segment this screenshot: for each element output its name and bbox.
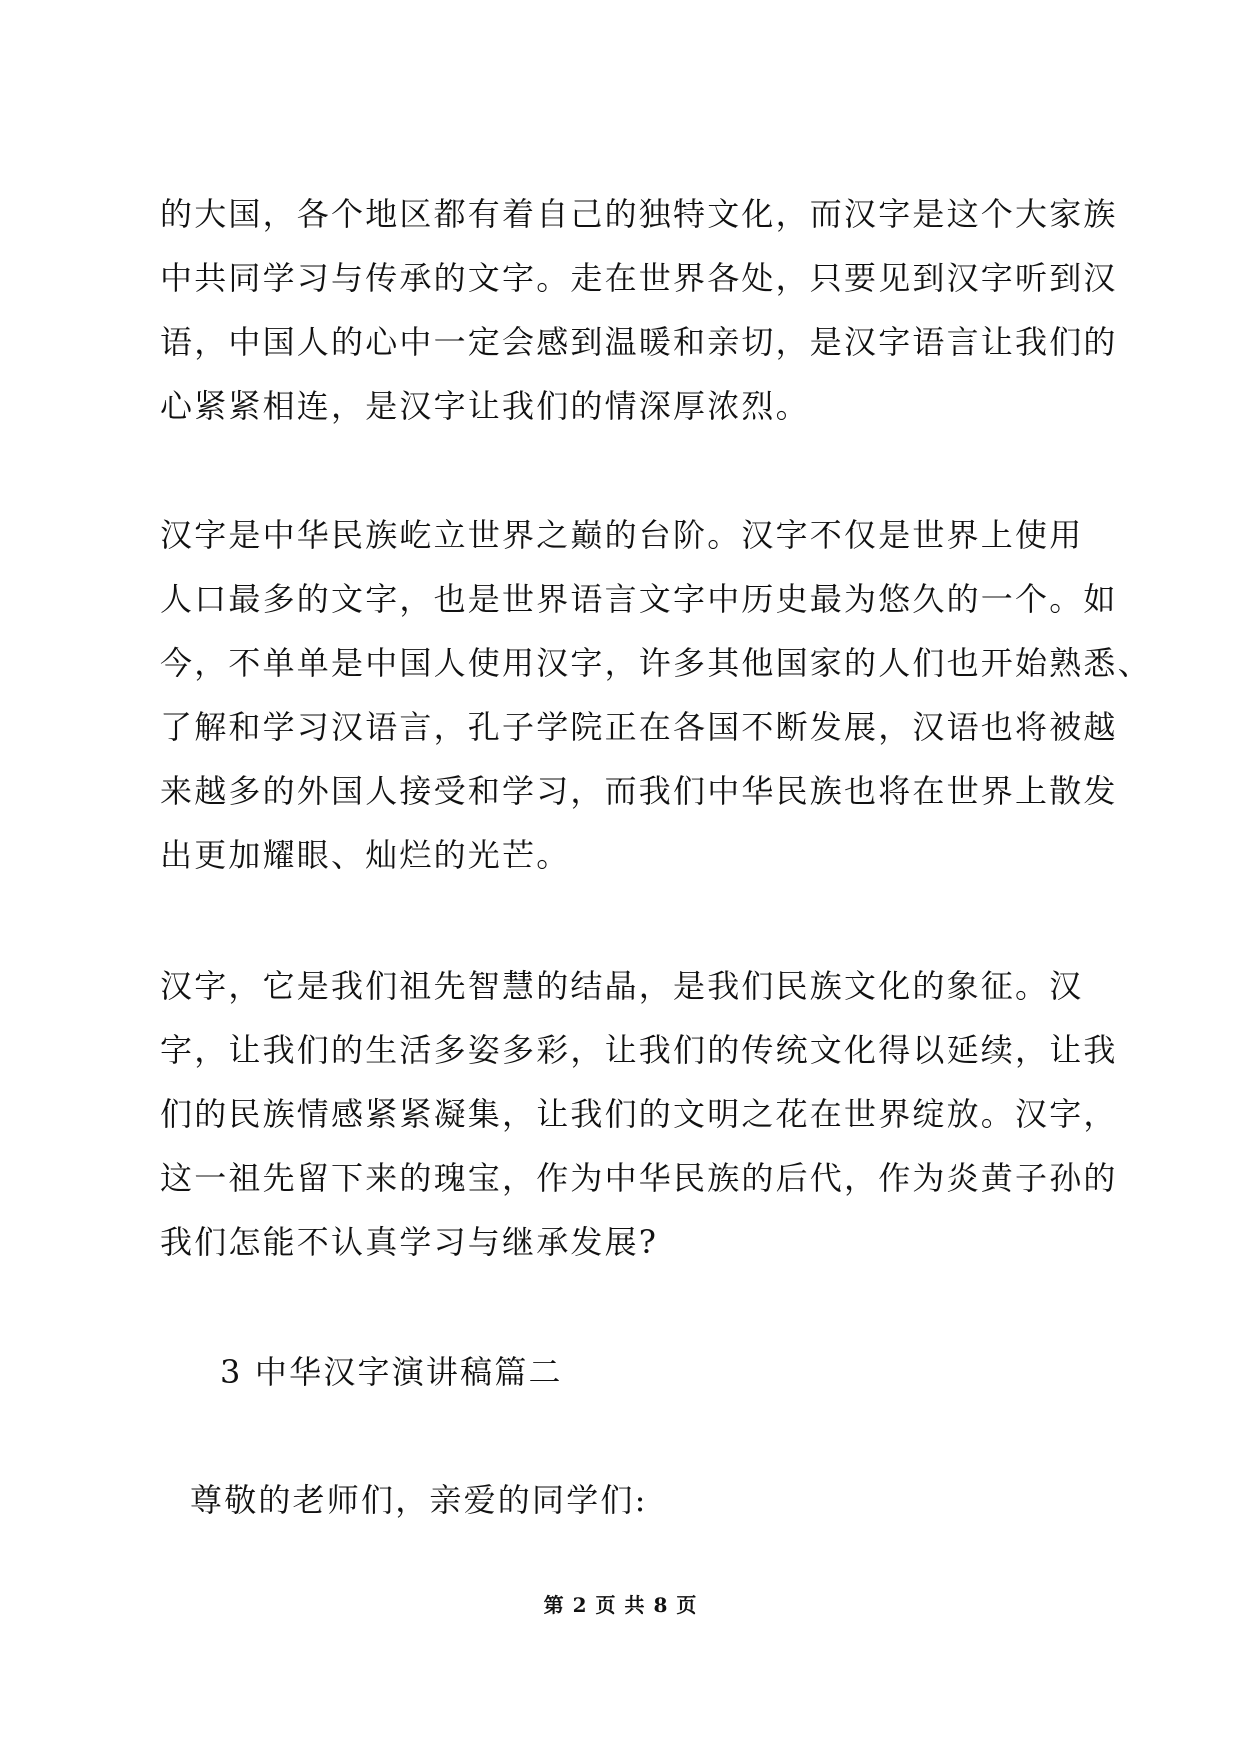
paragraph-1-line-1: 的大国，各个地区都有着自己的独特文化，而汉字是这个大家族 [160,195,1118,233]
paragraph-3-line-1: 汉字，它是我们祖先智慧的结晶，是我们民族文化的象征。汉 [160,967,1084,1005]
paragraph-1-line-2: 中共同学习与传承的文字。走在世界各处，只要见到汉字听到汉 [160,259,1118,297]
paragraph-3-line-4: 这一祖先留下来的瑰宝，作为中华民族的后代，作为炎黄子孙的 [160,1159,1118,1197]
section-heading: 3 中华汉字演讲稿篇二 [220,1353,563,1391]
paragraph-1-line-3: 语，中国人的心中一定会感到温暖和亲切，是汉字语言让我们的 [160,323,1118,361]
paragraph-3-line-5: 我们怎能不认真学习与继承发展? [160,1223,659,1261]
paragraph-3-line-2: 字，让我们的生活多姿多彩，让我们的传统文化得以延续，让我 [160,1031,1118,1069]
paragraph-2-line-5: 来越多的外国人接受和学习，而我们中华民族也将在世界上散发 [160,772,1118,810]
paragraph-1-line-4: 心紧紧相连，是汉字让我们的情深厚浓烈。 [160,387,810,425]
salutation: 尊敬的老师们，亲爱的同学们: [190,1481,648,1519]
paragraph-3-line-3: 们的民族情感紧紧凝集，让我们的文明之花在世界绽放。汉字， [160,1095,1118,1133]
paragraph-2-line-3: 今，不单单是中国人使用汉字，许多其他国家的人们也开始熟悉、 [160,644,1152,682]
paragraph-2-line-2: 人口最多的文字，也是世界语言文字中历史最为悠久的一个。如 [160,580,1118,618]
page-number-footer: 第 2 页 共 8 页 [543,1593,698,1617]
paragraph-2-line-1: 汉字是中华民族屹立世界之巅的台阶。汉字不仅是世界上使用 [160,516,1084,554]
paragraph-2-line-6: 出更加耀眼、灿烂的光芒。 [160,836,571,874]
paragraph-2-line-4: 了解和学习汉语言，孔子学院正在各国不断发展，汉语也将被越 [160,708,1118,746]
